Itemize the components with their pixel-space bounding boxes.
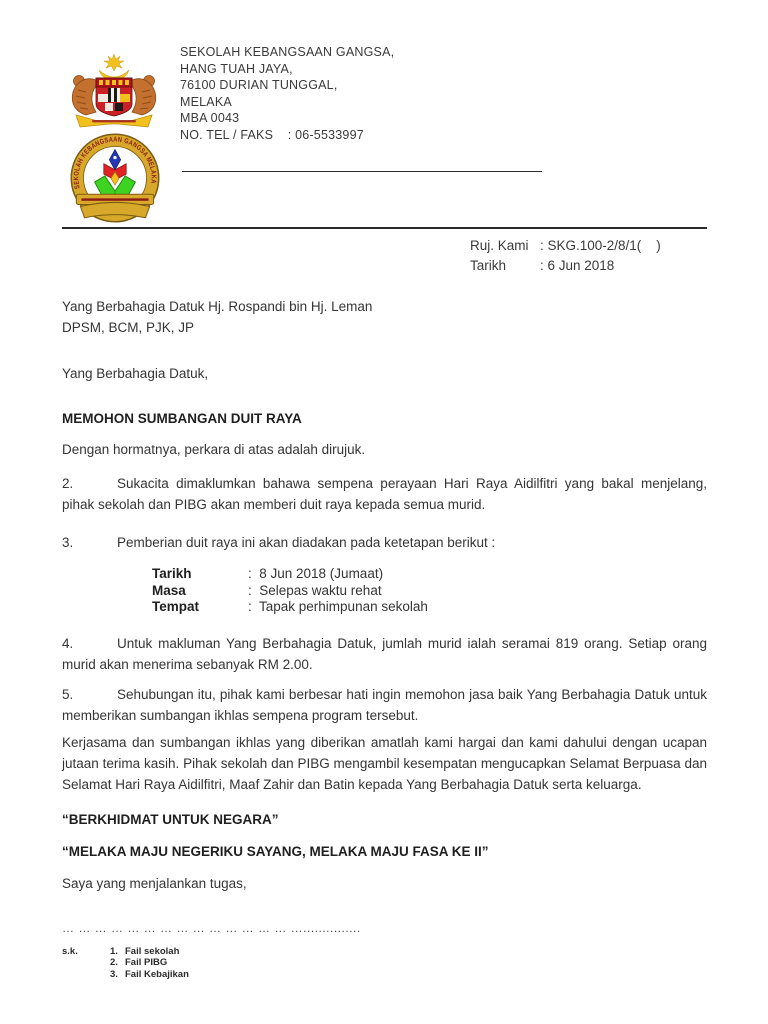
sk-list [110,946,189,981]
reference-value: : SKG.100-2/8/1( ) [540,238,661,253]
sk-item-number: 1. [110,945,118,957]
letterhead-divider-rule [62,227,707,229]
reference-block [470,236,661,276]
sk-label: s.k. [62,945,78,957]
paragraph-3-number: 3. [62,535,74,550]
sk-item [110,969,189,981]
event-details-table [152,566,707,616]
detail-row-date [152,566,707,583]
jata-negara-coat-of-arms-icon [58,54,170,134]
closing-paragraph: Kerjasama dan sumbangan ikhlas yang diberikan amatlah kami hargai dan kami dahului dengan ucapan jutaan terima kasih. Pihak sekolah dan PIBG mengambil kesempatan mengucapkan Selamat Berpuasa dan Selamat Hari Raya Aidilfitri, Maaf Zahir dan Batin kepada Yang Berbahagia Datuk serta keluarga. [62,734,707,792]
paragraph-3 [62,532,707,553]
sk-item-label: Fail Kebajikan [125,968,189,980]
letterhead-underline [182,171,542,172]
address-phone-line: NO. TEL / FAKS : 06-5533997 [180,127,364,142]
address-line: SEKOLAH KEBANGSAAN GANGSA, [180,45,395,59]
slogan-melaka-maju: “MELAKA MAJU NEGERIKU SAYANG, MELAKA MAJU FASA KE II” [62,843,489,859]
sk-item-label: Fail PIBG [125,957,168,968]
date-value: : 6 Jun 2018 [540,258,615,273]
reference-number-row [470,236,661,256]
recipient-honorifics: DPSM, BCM, PJK, JP [62,320,195,335]
paragraph-3-text: Pemberian duit raya ini akan diadakan pada ketetapan berikut : [117,535,496,550]
paragraph-1: Dengan hormatnya, perkara di atas adalah dirujuk. [62,442,366,457]
detail-value: : Tapak perhimpunan sekolah [248,599,428,614]
paragraph-2-number: 2. [62,476,74,491]
paragraph-4-number: 4. [62,635,74,651]
address-line: MBA 0043 [180,111,240,125]
letter-body [62,296,707,980]
sk-item-label: Fail sekolah [125,945,180,957]
recipient-name: Yang Berbahagia Datuk Hj. Rospandi bin Hj. Leman [62,299,373,314]
paragraph-2-text: Sukacita dimaklumkan bahawa sempena perayaan Hari Raya Aidilfitri yang bakal menjelang, pihak sekolah dan PIBG akan memberi duit raya kepada semua murid. [62,476,707,512]
address-line: MELAKA [180,94,232,109]
sk-item-number: 3. [110,968,118,980]
signoff-line: Saya yang menjalankan tugas, [62,875,247,891]
detail-row-time [152,583,707,600]
school-address-block [180,44,394,143]
detail-label: Tempat [152,599,200,614]
detail-value: : 8 Jun 2018 (Jumaat) [248,566,384,581]
sk-item [110,946,189,958]
reference-label: Ruj. Kami [470,238,529,253]
paragraph-4-text: Untuk makluman Yang Berbahagia Datuk, jumlah murid ialah seramai 819 orang. Setiap orang murid akan menerima sebanyak RM 2.00. [62,635,707,672]
school-badge-icon [56,131,174,223]
salutation: Yang Berbahagia Datuk, [62,366,209,381]
sk-item [110,957,189,969]
detail-label: Tarikh [152,566,192,581]
detail-value: : Selepas waktu rehat [248,582,382,598]
address-line: 76100 DURIAN TUNGGAL, [180,78,338,92]
subject-line: MEMOHON SUMBANGAN DUIT RAYA [62,411,302,426]
badge-arc-text: SEKOLAH KEBANGSAAN GANGSA MELAKA [72,135,158,190]
paragraph-5-text: Sehubungan itu, pihak kami berbesar hati ingin memohon jasa baik Yang Berbahagia Datuk untuk memberikan sumbangan ikhlas sempena program tersebut. [62,686,707,723]
paragraph-4 [62,633,707,675]
paragraph-2 [62,473,707,515]
date-label: Tarikh [470,258,507,273]
slogan-berkhidmat: “BERKHIDMAT UNTUK NEGARA” [62,811,279,827]
letter-date-row [470,256,661,276]
paragraph-5 [62,684,707,726]
sk-item-number: 2. [110,957,118,968]
detail-row-venue [152,599,707,616]
address-line: HANG TUAH JAYA, [180,61,293,76]
signature-dotted-line: … … … … … … … … … … … … … … …............... [62,920,361,935]
carbon-copy-block [62,946,707,981]
paragraph-5-number: 5. [62,686,74,702]
detail-label: Masa [152,582,186,598]
